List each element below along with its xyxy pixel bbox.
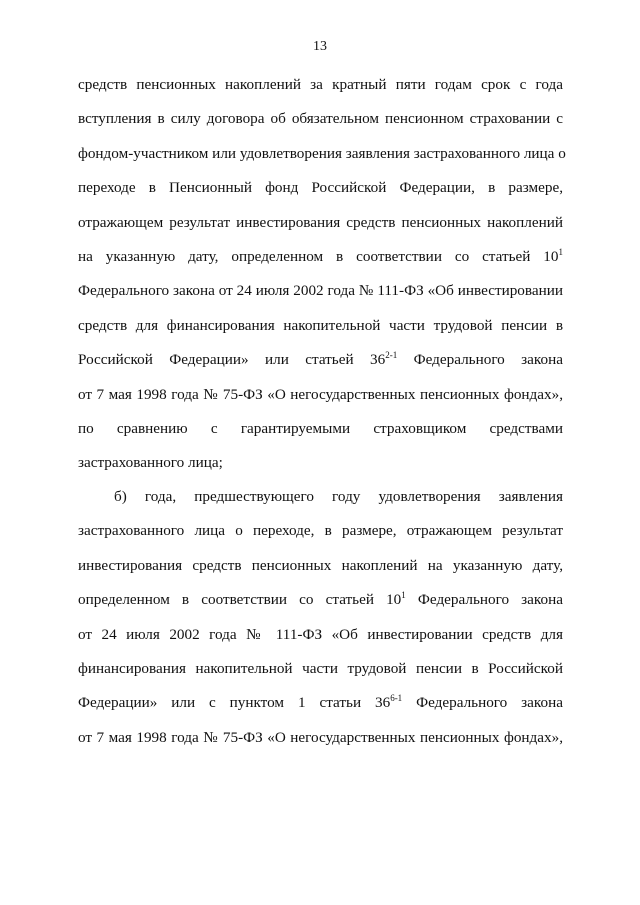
text-segment: Российской Федерации» или статьей 36 bbox=[78, 351, 386, 369]
text-line: по сравнению с гарантируемыми страховщиком средствами bbox=[78, 419, 563, 437]
text-segment: Федерации» или с пунктом 1 статьи 36 bbox=[78, 694, 391, 712]
text-line: финансирования накопительной части трудовой пенсии в Российской bbox=[78, 659, 563, 677]
text-line: от 7 мая 1998 года № 75-ФЗ «О негосударственных пенсионных фондах», bbox=[78, 385, 563, 403]
text-segment: Федерального закона bbox=[405, 591, 563, 609]
superscript: 1 bbox=[401, 590, 406, 601]
text-line: вступления в силу договора об обязательном пенсионном страховании с bbox=[78, 110, 563, 128]
superscript: 2-1 bbox=[385, 350, 398, 361]
superscript: 1 bbox=[558, 246, 563, 257]
text-line: средств пенсионных накоплений за кратный пяти годам срок с года bbox=[78, 76, 563, 93]
text-line: фондом-участником или удовлетворения заявления застрахованного лица о bbox=[78, 144, 566, 162]
text-line: от 24 июля 2002 года № 111-ФЗ «Об инвестировании средств для bbox=[78, 625, 563, 643]
text-segment: определенном в соответствии со статьей 10 bbox=[78, 591, 402, 609]
text-line: средств для финансирования накопительной части трудовой пенсии в bbox=[78, 316, 563, 334]
text-segment: Федерального закона bbox=[402, 694, 563, 712]
text-line: отражающем результат инвестирования средств пенсионных накоплений bbox=[78, 213, 563, 231]
superscript: 6-1 bbox=[390, 693, 403, 704]
paragraph-b bbox=[78, 486, 563, 761]
text-segment: Федерального закона bbox=[397, 351, 563, 369]
text-line: б) года, предшествующего году удовлетворения заявления bbox=[114, 488, 563, 505]
text-line: застрахованного лица о переходе, в размере, отражающем результат bbox=[78, 522, 563, 540]
text-segment: на указанную дату, определенном в соответствии со статьей 10 bbox=[78, 247, 559, 265]
text-line bbox=[78, 349, 563, 383]
page-number: 13 bbox=[313, 39, 327, 54]
text-line: застрахованного лица; bbox=[78, 454, 223, 472]
text-line: Федерального закона от 24 июля 2002 года № 111-ФЗ «Об инвестировании bbox=[78, 282, 563, 300]
text-line: переходе в Пенсионный фонд Российской Федерации, в размере, bbox=[78, 179, 563, 197]
text-line: от 7 мая 1998 года № 75-ФЗ «О негосударственных пенсионных фондах», bbox=[78, 728, 563, 746]
paragraph-continuation bbox=[78, 74, 566, 487]
text-line bbox=[78, 246, 563, 280]
text-line: инвестирования средств пенсионных накоплений на указанную дату, bbox=[78, 556, 563, 574]
text-line bbox=[78, 589, 563, 623]
text-line bbox=[78, 692, 563, 726]
